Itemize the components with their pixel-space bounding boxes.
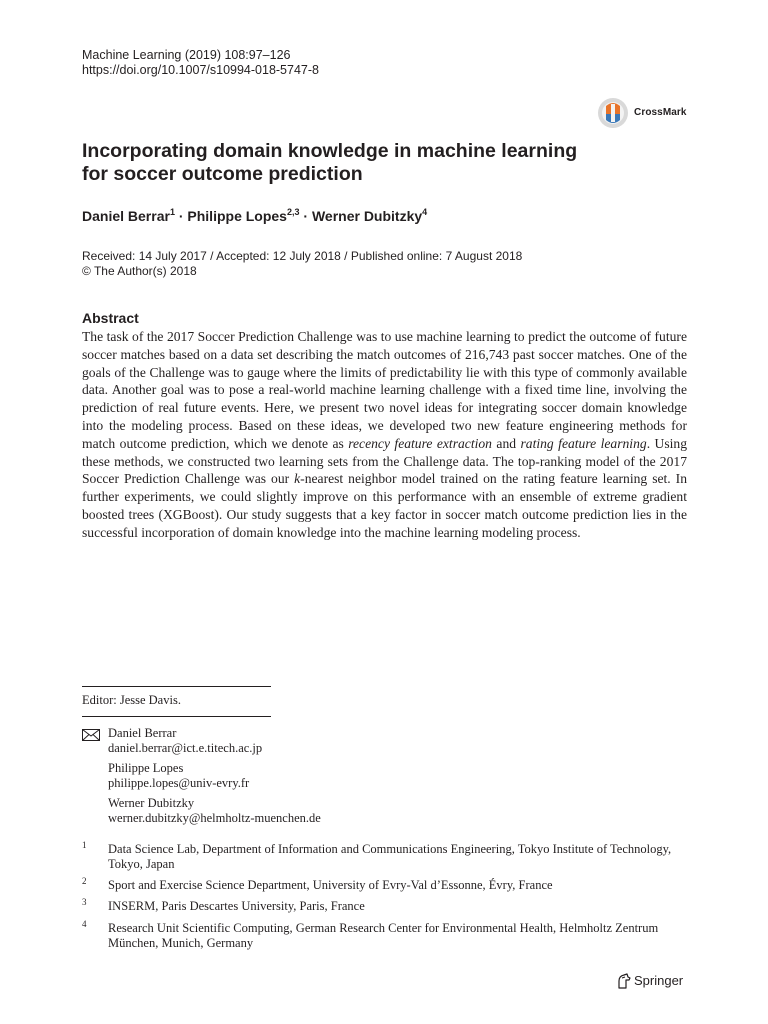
publication-dates — [82, 249, 522, 279]
publisher-name: Springer — [634, 973, 684, 988]
abstract-heading: Abstract — [82, 310, 139, 326]
author-list — [82, 207, 427, 224]
author-name[interactable]: Philippe Lopes — [187, 208, 287, 224]
author-separator: · — [299, 208, 312, 224]
abstract-emphasis: recency feature extraction — [348, 435, 492, 451]
author-affiliation-sup: 2,3 — [286, 207, 300, 217]
affiliation-text: INSERM, Paris Descartes University, Paris, France — [108, 899, 365, 913]
correspondence-entry — [108, 761, 321, 790]
crossmark-icon — [596, 96, 630, 132]
corr-name: Philippe Lopes — [108, 761, 184, 775]
corr-name: Daniel Berrar — [108, 726, 177, 740]
publisher-logo — [616, 972, 690, 990]
correspondence-entry — [108, 796, 321, 825]
history-line: Received: 14 July 2017 / Accepted: 12 July 2018 / Published online: 7 August 2018 — [82, 249, 523, 263]
footnote-divider — [82, 716, 271, 717]
abstract-text: -nearest neighbor model trained on the rating feature learning set. In further experiments, we could slightly improve on this performance with an ensemble of extreme gradient boosted trees (XGBoost). Our study suggests that a key factor in soccer match outcome prediction lies in the successful incorporation of domain knowledge into the machine learning modeling process. — [82, 471, 687, 540]
author-affiliation-sup: 1 — [169, 207, 175, 217]
author-name[interactable]: Daniel Berrar — [82, 208, 170, 224]
corr-email[interactable]: philippe.lopes@univ-evry.fr — [108, 775, 250, 790]
title-line-2: for soccer outcome prediction — [82, 163, 363, 185]
affiliation-item — [82, 899, 687, 914]
title-line-1: Incorporating domain knowledge in machine learning — [82, 140, 578, 162]
author-separator: · — [174, 208, 188, 224]
affiliation-text: Research Unit Scientific Computing, German Research Center for Environmental Health, Helmholtz Zentrum München, Munich, Germany — [108, 921, 659, 950]
affiliation-text: Sport and Exercise Science Department, University of Evry-Val d’Essonne, Évry, France — [108, 878, 553, 892]
editor-note: Editor: Jesse Davis. — [82, 693, 181, 707]
corr-email[interactable]: daniel.berrar@ict.e.titech.ac.jp — [108, 740, 263, 755]
correspondence-entry — [108, 726, 321, 755]
journal-header — [82, 48, 319, 78]
footnote-divider — [82, 686, 271, 687]
author-affiliation-sup: 4 — [422, 207, 428, 217]
affiliation-item — [82, 842, 687, 871]
abstract-emphasis: k — [294, 471, 301, 487]
affiliation-number: 4 — [82, 919, 87, 929]
affiliation-text: Data Science Lab, Department of Information and Communications Engineering, Tokyo Institute of Technology, Tokyo, Japan — [108, 842, 672, 871]
abstract-emphasis: rating feature learning — [520, 435, 647, 451]
affiliation-number: 1 — [82, 840, 87, 850]
author-name[interactable]: Werner Dubitzky — [311, 208, 423, 224]
paper-title — [82, 140, 642, 186]
abstract-text: The task of the 2017 Soccer Prediction Challenge was to use machine learning to predict the outcome of future soccer matches based on a data set describing the match outcomes of 216,743 past soccer matches. One of the goals of the Challenge was to gauge where the limits of predictability lie with this type of commonly available data. Another goal was to pose a real-world machine learning challenge with a fixed time line, involving the prediction of real future events. Here, we present two novel ideas for integrating soccer domain knowledge into the modeling process. Based on these ideas, we developed two new feature engineering methods for match outcome prediction, which we denote as — [82, 329, 687, 451]
abstract-text: . Using these methods, we constructed two learning sets from the Challenge data. The top-ranking model of the 2017 Soccer Prediction Challenge was our — [82, 435, 688, 487]
corr-name: Werner Dubitzky — [108, 796, 195, 810]
abstract-text: and — [491, 435, 521, 451]
copyright-line: © The Author(s) 2018 — [82, 264, 197, 278]
doi-link[interactable]: https://doi.org/10.1007/s10994-018-5747-8 — [82, 63, 319, 77]
affiliation-number: 2 — [82, 876, 87, 886]
crossmark-badge[interactable] — [596, 96, 688, 132]
abstract-body — [82, 328, 687, 542]
journal-citation: Machine Learning (2019) 108:97–126 — [82, 48, 291, 62]
crossmark-label: CrossMark — [634, 107, 687, 118]
affiliation-number: 3 — [82, 897, 87, 907]
corr-email[interactable]: werner.dubitzky@helmholtz-muenchen.de — [108, 810, 321, 825]
springer-horse-icon — [616, 972, 632, 990]
correspondence-list — [108, 726, 321, 831]
envelope-icon — [82, 729, 100, 741]
affiliation-item — [82, 921, 687, 950]
affiliation-item — [82, 878, 687, 893]
